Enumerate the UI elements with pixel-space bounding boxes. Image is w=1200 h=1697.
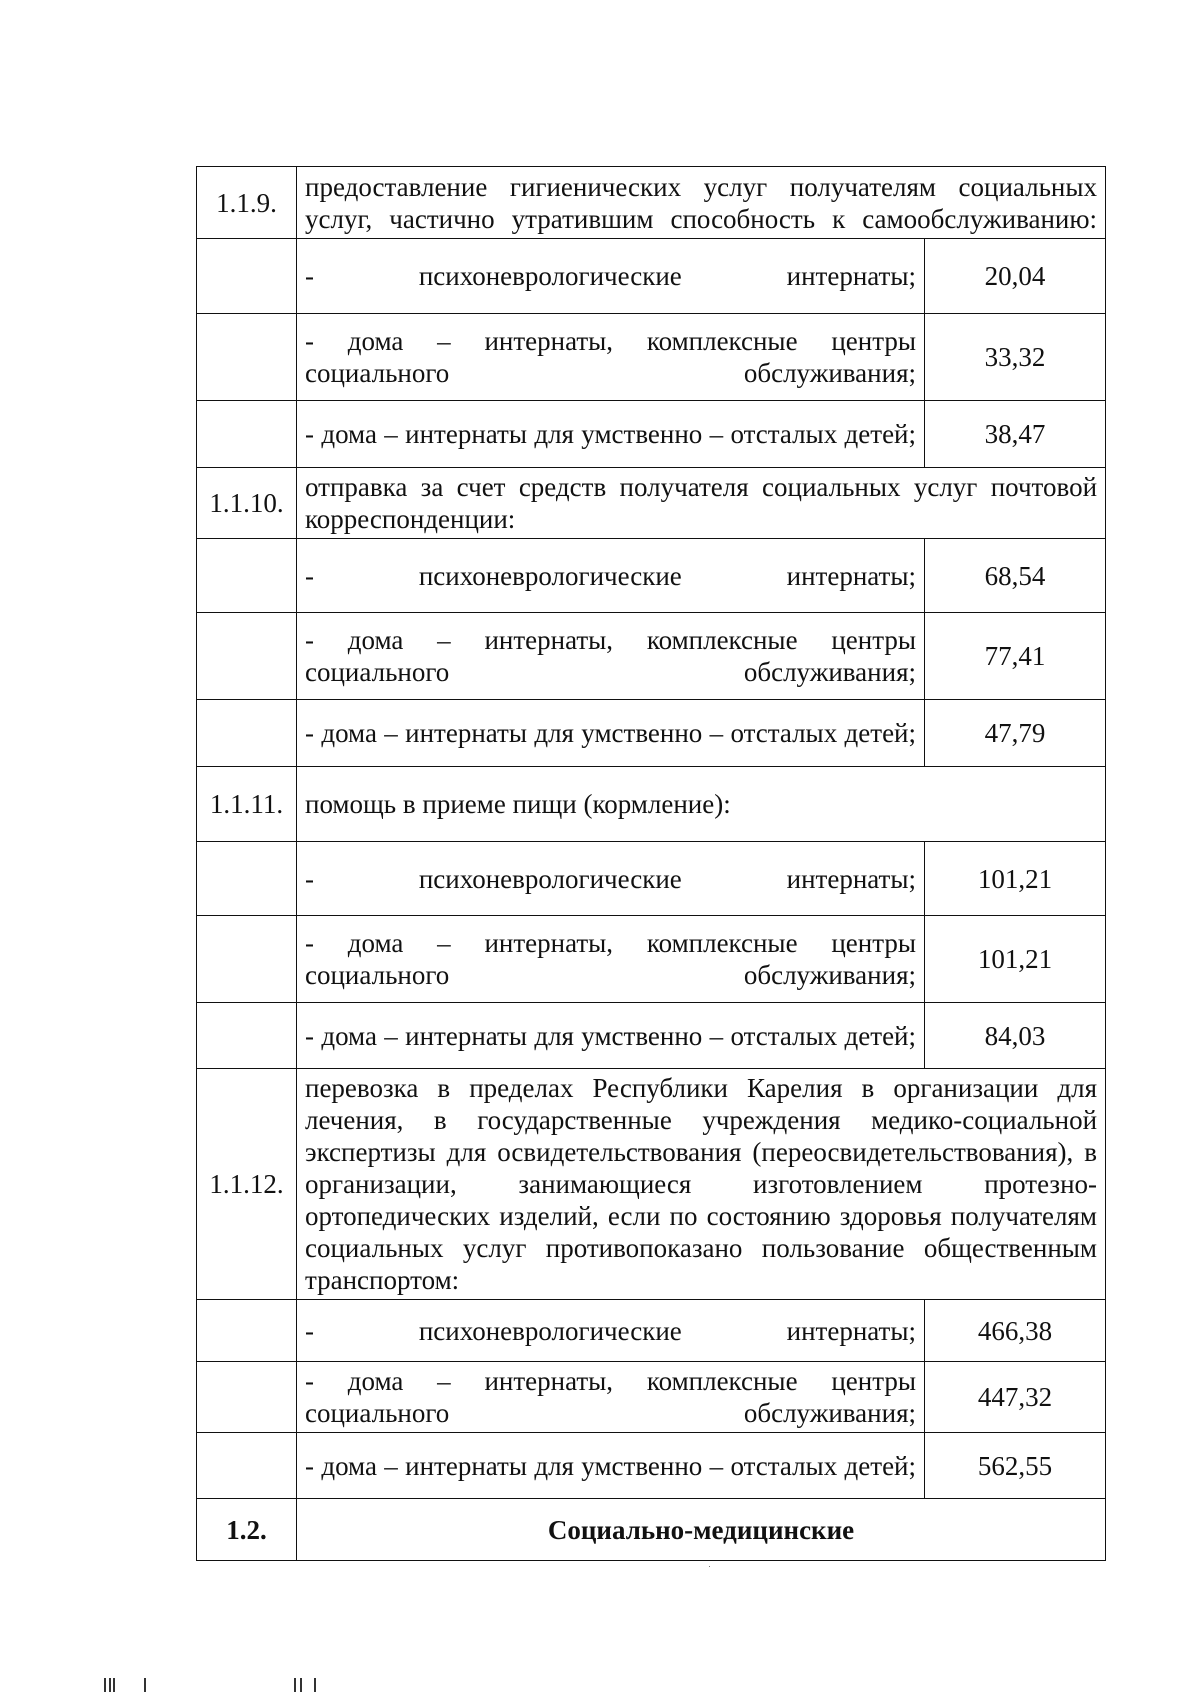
empty-number-cell xyxy=(197,613,297,700)
empty-number-cell xyxy=(197,239,297,314)
tariff-row xyxy=(197,539,1106,613)
institution-type: - дома – интернаты, комплексные центры социального обслуживания; xyxy=(297,314,925,401)
institution-type: - психоневрологические интернаты; xyxy=(297,1300,925,1362)
tariff-value: 20,04 xyxy=(925,239,1106,314)
empty-number-cell xyxy=(197,1433,297,1499)
empty-number-cell xyxy=(197,314,297,401)
section-row xyxy=(197,1499,1106,1561)
service-description: отправка за счет средств получателя социальных услуг почтовой корреспонденции: xyxy=(297,468,1106,539)
institution-type: - дома – интернаты, комплексные центры социального обслуживания; xyxy=(297,916,925,1003)
service-number: 1.1.11. xyxy=(197,767,297,842)
section-number: 1.2. xyxy=(197,1499,297,1561)
institution-type: - дома – интернаты, комплексные центры социального обслуживания; xyxy=(297,613,925,700)
service-number: 1.1.12. xyxy=(197,1069,297,1300)
tariff-row xyxy=(197,239,1106,314)
tariff-table xyxy=(196,166,1106,1561)
service-row xyxy=(197,468,1106,539)
tariff-value: 101,21 xyxy=(925,916,1106,1003)
service-row xyxy=(197,767,1106,842)
service-number: 1.1.10. xyxy=(197,468,297,539)
tariff-value: 84,03 xyxy=(925,1003,1106,1069)
institution-type: - дома – интернаты для умственно – отсталых детей; xyxy=(297,1003,925,1069)
service-description: предоставление гигиенических услуг получателям социальных услуг, частично утратившим способность к самообслуживанию: xyxy=(297,167,1106,239)
tariff-row xyxy=(197,700,1106,767)
tariff-row xyxy=(197,916,1106,1003)
empty-number-cell xyxy=(197,1003,297,1069)
tariff-value: 447,32 xyxy=(925,1362,1106,1433)
institution-type: - психоневрологические интернаты; xyxy=(297,239,925,314)
scan-edge-marks xyxy=(104,1678,324,1692)
empty-number-cell xyxy=(197,700,297,767)
institution-type: - психоневрологические интернаты; xyxy=(297,842,925,916)
tariff-value: 77,41 xyxy=(925,613,1106,700)
tariff-row xyxy=(197,613,1106,700)
empty-number-cell xyxy=(197,916,297,1003)
scan-speck xyxy=(709,1566,710,1567)
empty-number-cell xyxy=(197,401,297,468)
service-description: помощь в приеме пищи (кормление): xyxy=(297,767,1106,842)
tariff-row xyxy=(197,1003,1106,1069)
tariff-row xyxy=(197,401,1106,468)
tariff-table-body xyxy=(197,167,1106,1561)
tariff-value: 466,38 xyxy=(925,1300,1106,1362)
tariff-row xyxy=(197,314,1106,401)
tariff-value: 47,79 xyxy=(925,700,1106,767)
service-row xyxy=(197,1069,1106,1300)
institution-type: - дома – интернаты для умственно – отсталых детей; xyxy=(297,700,925,767)
tariff-row xyxy=(197,1300,1106,1362)
tariff-row xyxy=(197,1433,1106,1499)
empty-number-cell xyxy=(197,842,297,916)
institution-type: - психоневрологические интернаты; xyxy=(297,539,925,613)
tariff-row xyxy=(197,842,1106,916)
tariff-value: 33,32 xyxy=(925,314,1106,401)
tariff-row xyxy=(197,1362,1106,1433)
service-description: перевозка в пределах Республики Карелия в организации для лечения, в государственные учреждения медико-социальной экспертизы для освидетельствования (переосвидетельствования), в организации, занимающиеся изготовлением протезно-ортопедических изделий, если по состоянию здоровья получателям социальных услуг противопоказано пользование общественным транспортом: xyxy=(297,1069,1106,1300)
service-row xyxy=(197,167,1106,239)
institution-type: - дома – интернаты для умственно – отсталых детей; xyxy=(297,1433,925,1499)
empty-number-cell xyxy=(197,539,297,613)
tariff-value: 38,47 xyxy=(925,401,1106,468)
tariff-value: 562,55 xyxy=(925,1433,1106,1499)
service-number: 1.1.9. xyxy=(197,167,297,239)
empty-number-cell xyxy=(197,1362,297,1433)
section-title: Социально-медицинские xyxy=(297,1499,1106,1561)
empty-number-cell xyxy=(197,1300,297,1362)
tariff-value: 101,21 xyxy=(925,842,1106,916)
institution-type: - дома – интернаты, комплексные центры социального обслуживания; xyxy=(297,1362,925,1433)
tariff-value: 68,54 xyxy=(925,539,1106,613)
institution-type: - дома – интернаты для умственно – отсталых детей; xyxy=(297,401,925,468)
